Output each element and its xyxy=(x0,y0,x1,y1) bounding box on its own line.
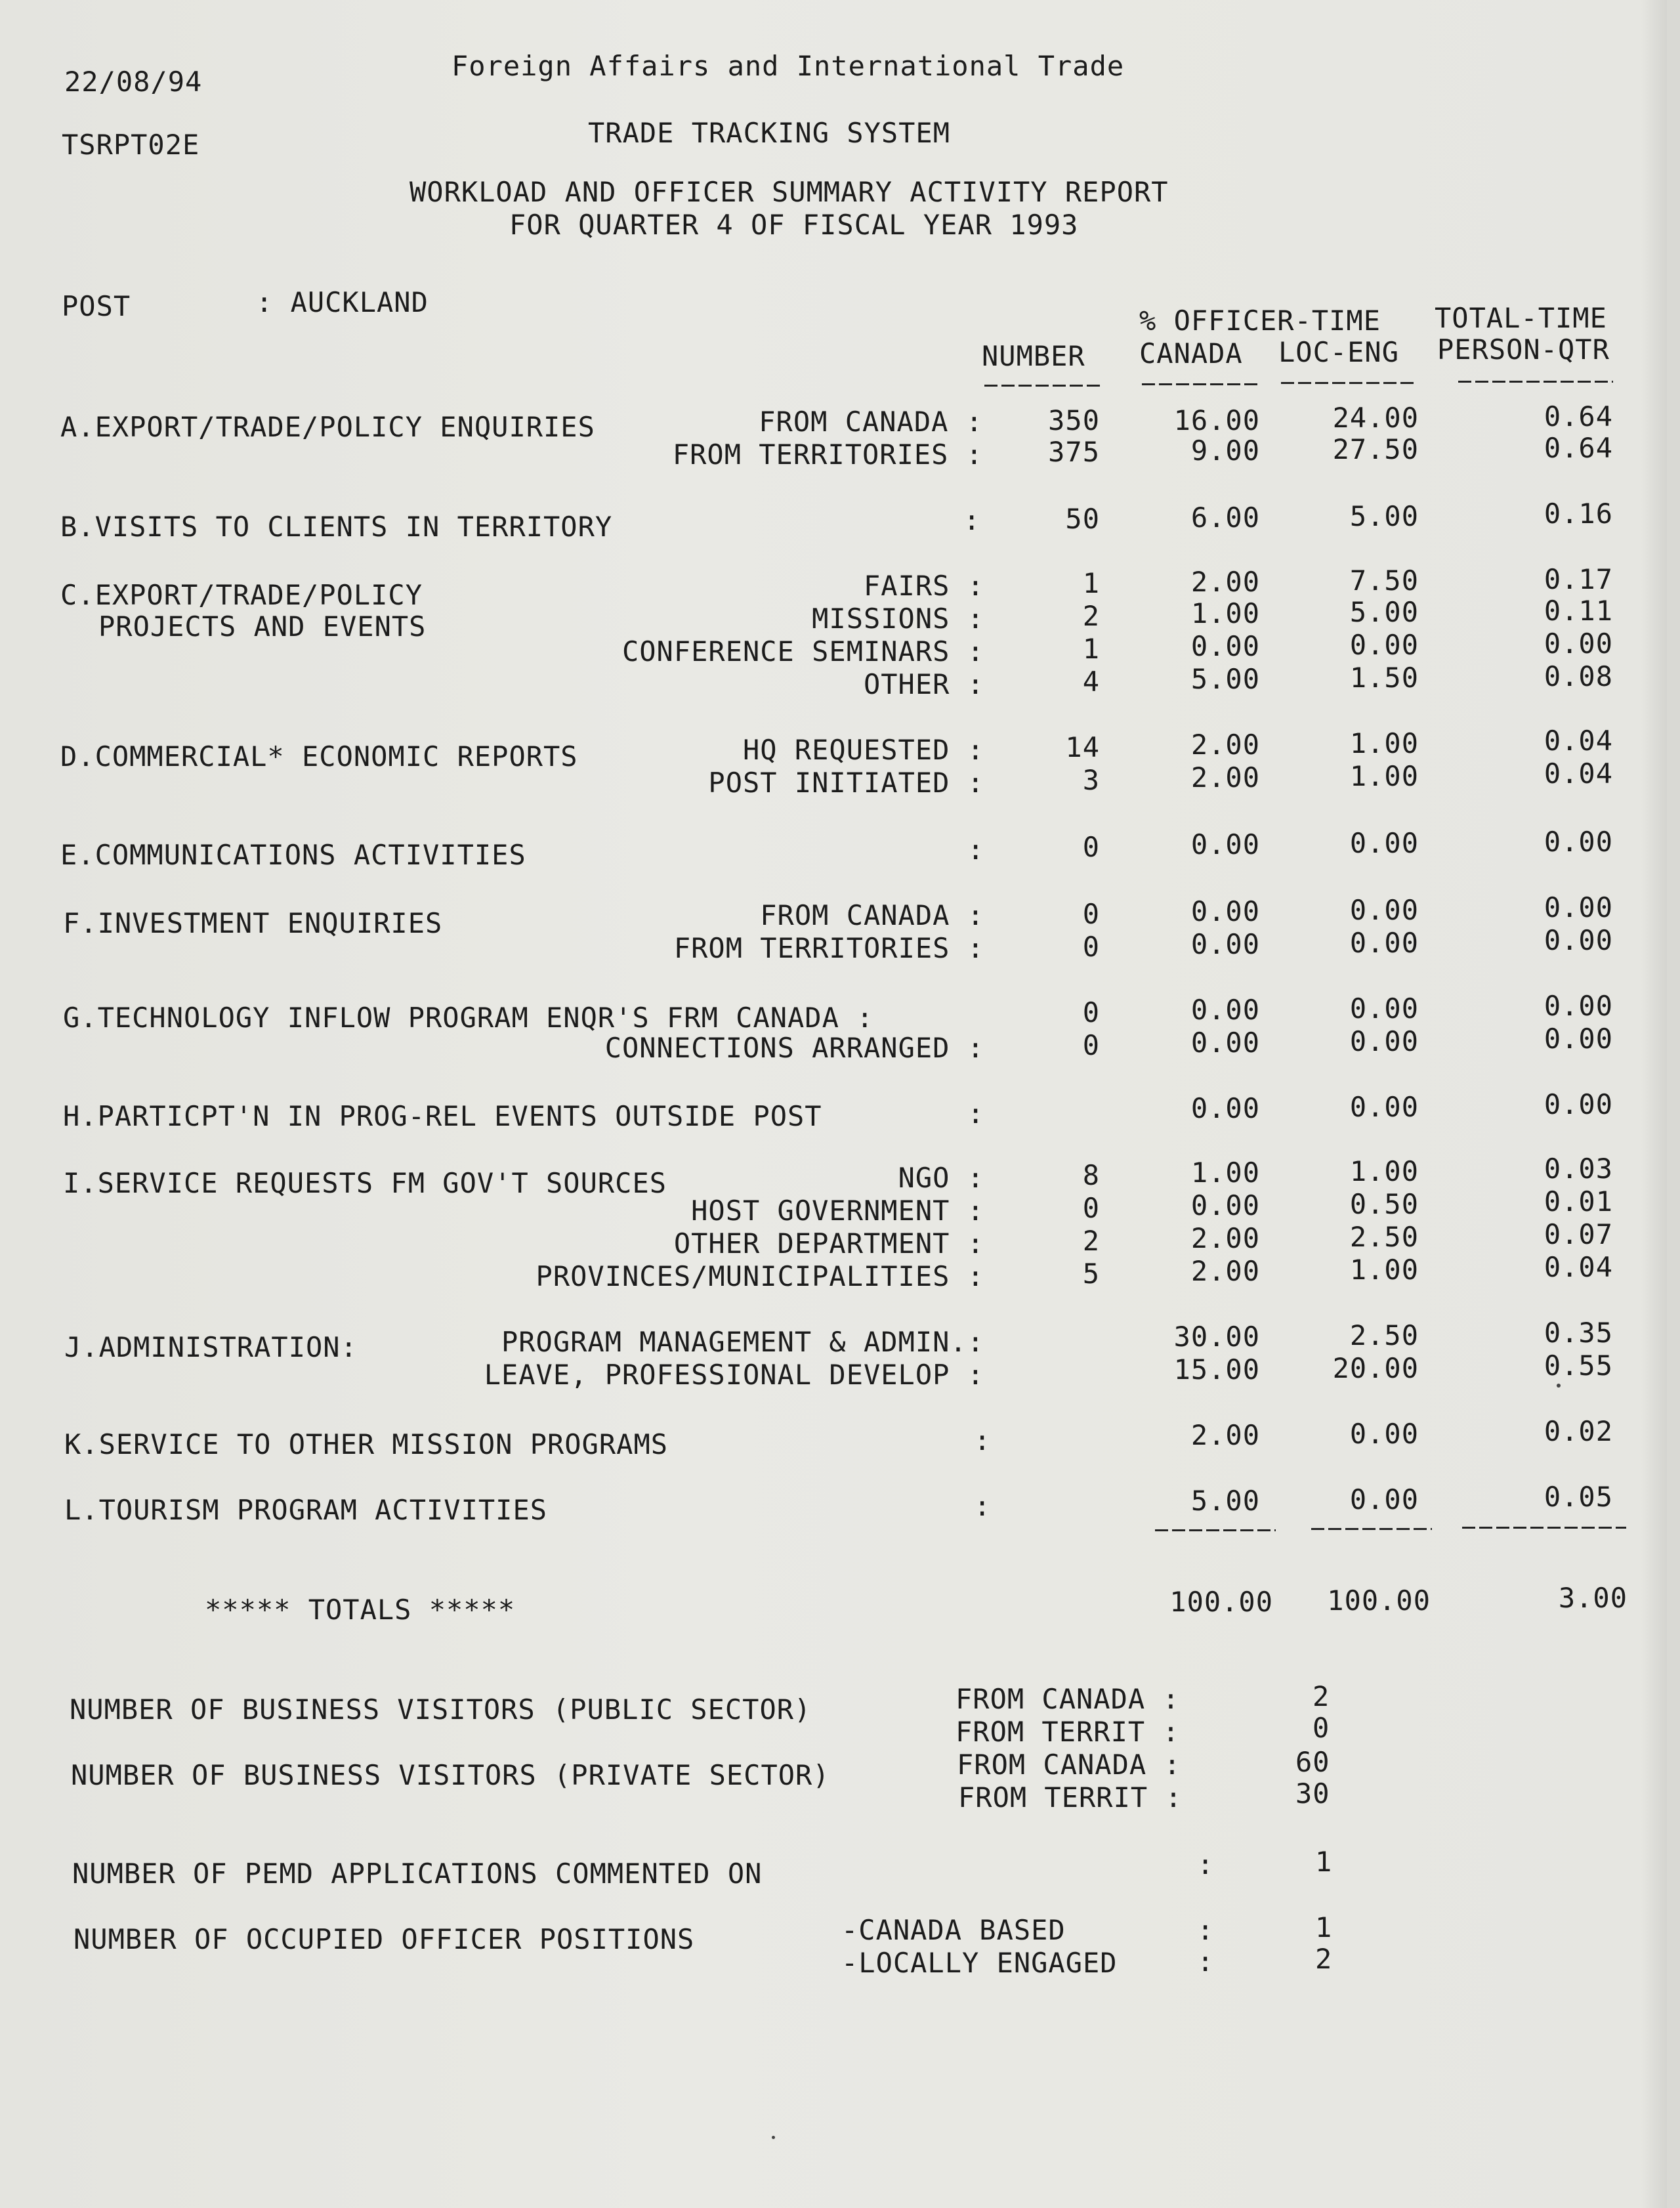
row-label: PROGRAM MANAGEMENT & ADMIN.: xyxy=(501,1326,984,1358)
person-qtr-cell: 0.64 xyxy=(1544,400,1613,433)
person-qtr-cell: 0.17 xyxy=(1544,563,1613,595)
ink-speck xyxy=(1557,1384,1561,1388)
report-period: FOR QUARTER 4 OF FISCAL YEAR 1993 xyxy=(509,209,1079,241)
private-visitors-label: NUMBER OF BUSINESS VISITORS (PRIVATE SECTOR) xyxy=(71,1759,830,1791)
canada-heading: CANADA xyxy=(1139,337,1243,370)
person-qtr-cell: 0.03 xyxy=(1544,1153,1613,1185)
loc-eng-cell: 7.50 xyxy=(1349,564,1419,597)
number-cell: 0 xyxy=(1082,1029,1100,1061)
public-visitors-label: NUMBER OF BUSINESS VISITORS (PUBLIC SECTOR) xyxy=(70,1693,812,1726)
loc-eng-cell: 5.00 xyxy=(1349,500,1419,532)
person-qtr-cell: 0.04 xyxy=(1544,725,1613,757)
row-label: OTHER : xyxy=(863,668,984,700)
row-label: POST INITIATED : xyxy=(708,767,984,799)
person-qtr-cell: 0.11 xyxy=(1544,595,1613,627)
canada-cell: 0.00 xyxy=(1190,1027,1260,1059)
person-qtr-cell: 0.00 xyxy=(1544,891,1613,924)
canada-cell: 2.00 xyxy=(1190,566,1260,598)
from-territ-label: FROM TERRIT : xyxy=(958,1781,1183,1814)
section-i-label: I.SERVICE REQUESTS FM GOV'T SOURCES xyxy=(63,1167,667,1199)
person-qtr-cell: 0.55 xyxy=(1544,1349,1613,1382)
loc-eng-cell: 2.50 xyxy=(1349,1319,1419,1351)
person-qtr-cell: 0.16 xyxy=(1544,498,1613,530)
canada-cell: 0.00 xyxy=(1190,630,1260,662)
section-c-label: C.EXPORT/TRADE/POLICY xyxy=(60,579,423,611)
loc-eng-cell: 1.00 xyxy=(1349,1254,1419,1286)
row-label: FROM CANADA : xyxy=(759,406,983,438)
row-colon: : xyxy=(974,1490,992,1522)
pemd-value: 1 xyxy=(1315,1846,1333,1878)
number-cell: 4 xyxy=(1082,666,1100,698)
loc-eng-cell: 1.50 xyxy=(1349,662,1419,694)
number-cell: 2 xyxy=(1082,1225,1100,1257)
post-value: : AUCKLAND xyxy=(256,286,429,318)
row-label: MISSIONS : xyxy=(812,603,984,635)
section-f-label: F.INVESTMENT ENQUIRIES xyxy=(63,907,443,939)
row-label: HQ REQUESTED : xyxy=(742,734,984,766)
number-cell: 1 xyxy=(1082,567,1100,599)
department-name: Foreign Affairs and International Trade xyxy=(452,50,1125,82)
loc-eng-cell: 0.00 xyxy=(1349,1483,1419,1516)
canada-based-label: -CANADA BASED xyxy=(841,1914,1066,1946)
canada-cell: 0.00 xyxy=(1190,994,1260,1026)
loc-eng-cell: 5.00 xyxy=(1349,596,1419,628)
loc-eng-cell: 1.00 xyxy=(1349,1155,1419,1187)
section-h-label: H.PARTICPT'N IN PROG-REL EVENTS OUTSIDE POST xyxy=(63,1100,822,1132)
loc-eng-cell: 1.00 xyxy=(1349,760,1419,792)
canada-cell: 1.00 xyxy=(1190,597,1260,629)
number-cell: 0 xyxy=(1082,996,1100,1029)
canada-total: 100.00 xyxy=(1169,1586,1273,1618)
person-qtr-cell: 0.04 xyxy=(1544,757,1613,790)
pemd-label: NUMBER OF PEMD APPLICATIONS COMMENTED ON xyxy=(72,1858,763,1890)
loc-eng-cell: 27.50 xyxy=(1332,433,1419,465)
row-colon: : xyxy=(967,1097,985,1130)
private-territ-value: 30 xyxy=(1295,1777,1330,1810)
section-k-label: K.SERVICE TO OTHER MISSION PROGRAMS xyxy=(64,1428,669,1460)
row-label: PROVINCES/MUNICIPALITIES : xyxy=(536,1260,984,1292)
loc-eng-total: 100.00 xyxy=(1327,1584,1431,1617)
canada-cell: 2.00 xyxy=(1190,729,1260,761)
number-cell: 0 xyxy=(1082,931,1100,963)
canada-underline xyxy=(1142,383,1261,385)
loc-eng-cell: 0.00 xyxy=(1349,1418,1419,1450)
loc-eng-heading: LOC-ENG xyxy=(1278,336,1400,368)
section-e-label: E.COMMUNICATIONS ACTIVITIES xyxy=(60,839,526,871)
section-l-label: L.TOURISM PROGRAM ACTIVITIES xyxy=(64,1494,548,1526)
row-label: OTHER DEPARTMENT : xyxy=(673,1227,984,1260)
person-qtr-cell: 0.01 xyxy=(1544,1185,1613,1218)
canada-cell: 2.00 xyxy=(1190,1255,1260,1287)
public-canada-value: 2 xyxy=(1312,1680,1330,1712)
canada-cell: 0.00 xyxy=(1190,895,1260,927)
person-qtr-cell: 0.35 xyxy=(1544,1317,1613,1349)
number-underline xyxy=(984,385,1100,387)
report-date: 22/08/94 xyxy=(64,66,203,98)
person-qtr-cell: 0.00 xyxy=(1544,1023,1613,1055)
ink-speck xyxy=(772,2136,775,2139)
canada-cell: 0.00 xyxy=(1190,1189,1260,1221)
loc-eng-cell: 24.00 xyxy=(1332,402,1419,434)
loc-eng-cell: 0.00 xyxy=(1349,992,1419,1025)
loc-eng-underline xyxy=(1281,382,1416,384)
person-qtr-cell: 0.64 xyxy=(1544,432,1613,464)
locally-engaged-value: 2 xyxy=(1315,1943,1333,1975)
canada-cell: 0.00 xyxy=(1190,1092,1260,1124)
section-b-label: B.VISITS TO CLIENTS IN TERRITORY xyxy=(60,511,613,543)
person-qtr-cell: 0.08 xyxy=(1544,660,1613,692)
loc-eng-cell: 0.00 xyxy=(1349,1025,1419,1057)
person-qtr-cell: 0.04 xyxy=(1544,1251,1613,1283)
loc-eng-cell: 0.00 xyxy=(1349,827,1419,859)
canada-cell: 2.00 xyxy=(1190,1419,1260,1451)
row-colon: : xyxy=(963,504,981,536)
positions-colon: : xyxy=(1197,1945,1215,1978)
canada-cell: 2.00 xyxy=(1190,761,1260,794)
number-cell: 1 xyxy=(1082,633,1100,665)
loc-eng-cell: 0.50 xyxy=(1349,1188,1419,1220)
number-cell: 2 xyxy=(1082,600,1100,632)
number-cell: 0 xyxy=(1082,831,1100,863)
positions-label: NUMBER OF OCCUPIED OFFICER POSITIONS xyxy=(74,1923,695,1955)
section-g-label: G.TECHNOLOGY INFLOW PROGRAM ENQR'S FRM CANADA : xyxy=(63,1002,874,1034)
number-heading: NUMBER xyxy=(982,340,1085,372)
canada-cell: 0.00 xyxy=(1190,928,1260,960)
number-cell: 5 xyxy=(1082,1258,1100,1290)
row-label: FROM TERRITORIES : xyxy=(673,932,984,964)
loc-eng-cell: 0.00 xyxy=(1349,894,1419,926)
canada-cell: 9.00 xyxy=(1190,435,1260,467)
section-j-label: J.ADMINISTRATION: xyxy=(64,1331,358,1363)
row-label: NGO : xyxy=(898,1162,984,1194)
section-d-label: D.COMMERCIAL* ECONOMIC REPORTS xyxy=(60,740,578,773)
loc-eng-cell: 0.00 xyxy=(1349,1091,1419,1123)
row-label: FAIRS : xyxy=(863,570,984,602)
officer-time-heading: % OFFICER-TIME xyxy=(1139,305,1381,337)
number-cell: 375 xyxy=(1048,436,1100,468)
positions-colon: : xyxy=(1197,1914,1215,1946)
canada-cell: 5.00 xyxy=(1190,1485,1260,1517)
person-qtr-heading: PERSON-QTR xyxy=(1437,333,1610,366)
number-cell: 3 xyxy=(1082,764,1100,796)
row-label: LEAVE, PROFESSIONAL DEVELOP : xyxy=(484,1359,984,1391)
row-label: FROM CANADA : xyxy=(760,899,984,931)
locally-engaged-label: -LOCALLY ENGAGED xyxy=(841,1947,1118,1979)
from-territ-label: FROM TERRIT : xyxy=(956,1716,1180,1748)
loc-eng-total-rule xyxy=(1311,1528,1432,1530)
person-qtr-underline xyxy=(1458,381,1613,383)
loc-eng-cell: 2.50 xyxy=(1349,1221,1419,1253)
number-cell: 0 xyxy=(1082,1192,1100,1224)
total-time-heading: TOTAL-TIME xyxy=(1435,302,1607,334)
canada-cell: 1.00 xyxy=(1190,1157,1260,1189)
person-qtr-total-rule xyxy=(1462,1527,1626,1529)
from-canada-label: FROM CANADA : xyxy=(957,1749,1181,1781)
row-label: HOST GOVERNMENT : xyxy=(691,1195,984,1227)
canada-cell: 2.00 xyxy=(1190,1222,1260,1254)
person-qtr-cell: 0.00 xyxy=(1544,627,1613,660)
number-cell: 50 xyxy=(1065,503,1100,535)
person-qtr-total: 3.00 xyxy=(1558,1582,1628,1614)
canada-cell: 16.00 xyxy=(1173,404,1260,436)
canada-cell: 15.00 xyxy=(1173,1353,1260,1386)
loc-eng-cell: 0.00 xyxy=(1349,629,1419,661)
row-label: FROM TERRITORIES : xyxy=(672,438,983,471)
person-qtr-cell: 0.00 xyxy=(1544,990,1613,1022)
number-cell: 14 xyxy=(1065,731,1100,763)
from-canada-label: FROM CANADA : xyxy=(956,1683,1180,1715)
person-qtr-cell: 0.07 xyxy=(1544,1218,1613,1250)
section-a-label: A.EXPORT/TRADE/POLICY ENQUIRIES xyxy=(60,411,595,443)
totals-label: ***** TOTALS ***** xyxy=(205,1594,516,1626)
person-qtr-cell: 0.05 xyxy=(1544,1481,1613,1513)
number-cell: 8 xyxy=(1082,1159,1100,1191)
loc-eng-cell: 0.00 xyxy=(1349,927,1419,959)
canada-total-rule xyxy=(1155,1529,1276,1531)
report-title: WORKLOAD AND OFFICER SUMMARY ACTIVITY REPORT xyxy=(410,176,1169,208)
person-qtr-cell: 0.02 xyxy=(1544,1415,1613,1447)
section-c-label-cont: PROJECTS AND EVENTS xyxy=(98,610,427,643)
canada-cell: 30.00 xyxy=(1173,1321,1260,1353)
post-label: POST xyxy=(62,290,131,322)
number-cell: 350 xyxy=(1048,404,1100,436)
row-label: CONFERENCE SEMINARS : xyxy=(621,635,984,668)
number-cell: 0 xyxy=(1082,898,1100,930)
row-label: CONNECTIONS ARRANGED : xyxy=(604,1032,984,1064)
person-qtr-cell: 0.00 xyxy=(1544,826,1613,858)
canada-cell: 5.00 xyxy=(1190,663,1260,695)
person-qtr-cell: 0.00 xyxy=(1544,1088,1613,1120)
loc-eng-cell: 20.00 xyxy=(1332,1352,1419,1384)
row-colon: : xyxy=(967,834,985,866)
private-canada-value: 60 xyxy=(1295,1746,1330,1778)
canada-cell: 0.00 xyxy=(1190,828,1260,860)
row-colon: : xyxy=(974,1424,992,1456)
canada-based-value: 1 xyxy=(1315,1911,1333,1943)
public-territ-value: 0 xyxy=(1312,1712,1330,1744)
person-qtr-cell: 0.00 xyxy=(1544,924,1613,956)
report-code: TSRPT02E xyxy=(62,129,200,161)
pemd-colon: : xyxy=(1197,1848,1215,1880)
loc-eng-cell: 1.00 xyxy=(1349,727,1419,759)
canada-cell: 6.00 xyxy=(1190,501,1260,534)
system-name: TRADE TRACKING SYSTEM xyxy=(588,117,951,149)
